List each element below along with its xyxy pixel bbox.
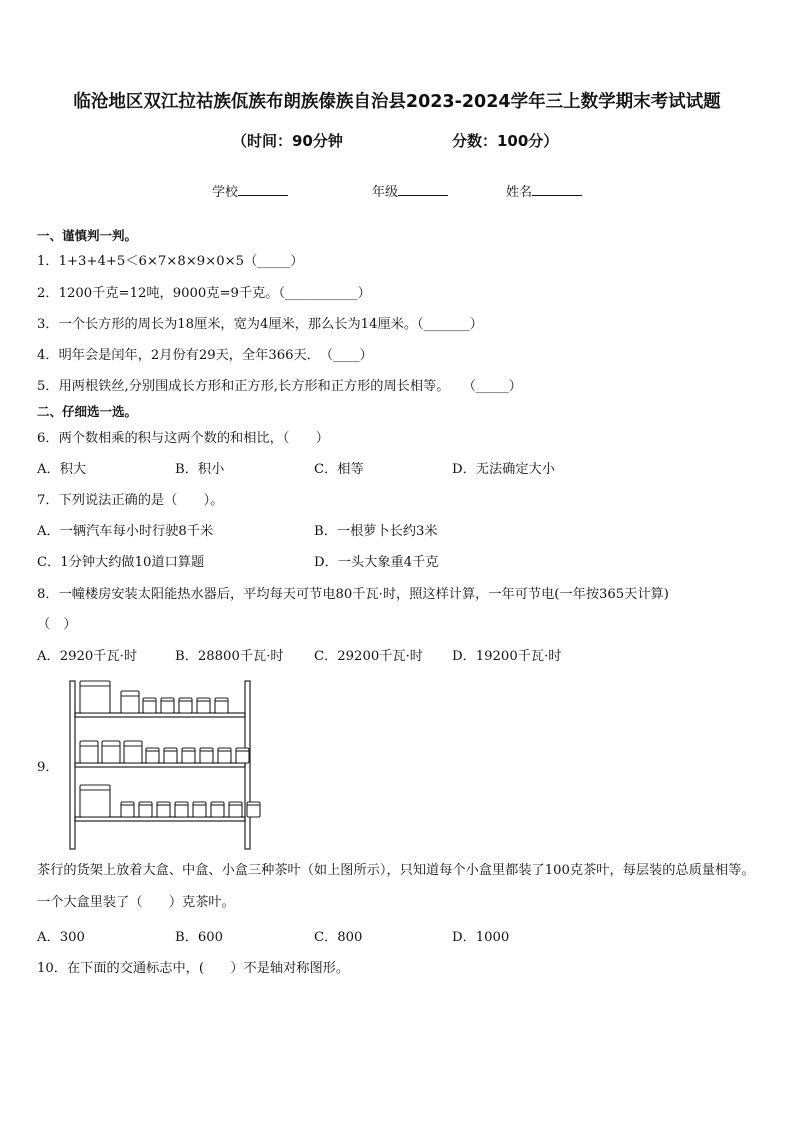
name-field bbox=[506, 181, 582, 200]
q8-option-a[interactable]: A．2920千瓦·时 bbox=[37, 649, 138, 664]
small-tea-box bbox=[218, 748, 231, 763]
q8-option-c[interactable]: C．29200千瓦·时 bbox=[314, 649, 423, 664]
q7-option-a[interactable]: A．一辆汽车每小时行驶8千米 bbox=[37, 524, 214, 539]
question-8: 8．一幢楼房安装太阳能热水器后，平均每天可节电80千瓦·时，照这样计算，一年可节电(一年按365天计算) bbox=[37, 587, 669, 602]
exam-title: 临沧地区双江拉祜族佤族布朗族傣族自治县2023-2024学年三上数学期末考试试题 bbox=[73, 92, 721, 112]
question-2: 2．1200千克=12吨，9000克=9千克。（___________） bbox=[37, 286, 371, 301]
question-6: 6．两个数相乘的积与这两个数的和相比，（ ） bbox=[37, 431, 329, 446]
shelf-left-post bbox=[70, 681, 75, 849]
shelf-right-post bbox=[245, 681, 250, 849]
shelf-board-1 bbox=[75, 713, 245, 717]
small-tea-box bbox=[211, 802, 224, 817]
small-tea-box bbox=[143, 698, 156, 713]
question-3: 3．一个长方形的周长为18厘米，宽为4厘米，那么长为14厘米。（_______） bbox=[37, 317, 483, 332]
q8-option-d[interactable]: D．19200千瓦·时 bbox=[452, 649, 562, 664]
medium-tea-box bbox=[124, 741, 142, 763]
time-label: （时间：90分钟 bbox=[232, 132, 343, 150]
question-7: 7．下列说法正确的是（ ）。 bbox=[37, 493, 224, 508]
small-tea-box bbox=[236, 748, 249, 763]
shelf-board-2 bbox=[75, 763, 245, 767]
q6-option-a[interactable]: A．积大 bbox=[37, 462, 87, 477]
grade-blank[interactable] bbox=[398, 183, 448, 196]
school-blank[interactable] bbox=[238, 183, 288, 196]
q6-option-d[interactable]: D．无法确定大小 bbox=[452, 462, 555, 477]
small-tea-box bbox=[215, 698, 228, 713]
question-4: 4．明年会是闰年，2月份有29天，全年366天． （____） bbox=[37, 348, 373, 363]
name-label: 姓名 bbox=[506, 185, 533, 200]
small-tea-box bbox=[175, 802, 188, 817]
small-tea-box bbox=[197, 698, 210, 713]
small-tea-box bbox=[164, 748, 177, 763]
q6-option-b[interactable]: B．积小 bbox=[175, 462, 225, 477]
section-choice-heading: 二、仔细选一选。 bbox=[37, 404, 138, 419]
small-tea-box bbox=[193, 802, 206, 817]
medium-tea-box bbox=[121, 691, 139, 713]
grade-label: 年级 bbox=[372, 185, 399, 200]
grade-field bbox=[372, 181, 448, 200]
medium-tea-box bbox=[80, 741, 98, 763]
question-9-number: 9． bbox=[37, 760, 59, 775]
q6-option-c[interactable]: C．相等 bbox=[314, 462, 364, 477]
q9-option-b[interactable]: B．600 bbox=[175, 930, 224, 945]
small-tea-box bbox=[139, 802, 152, 817]
shelf-board-3 bbox=[75, 817, 245, 821]
question-8-blank: （ ） bbox=[37, 617, 77, 632]
score-label: 分数：100分） bbox=[452, 132, 559, 150]
question-5: 5．用两根铁丝,分别围成长方形和正方形,长方形和正方形的周长相等。 （_____） bbox=[37, 379, 522, 394]
q9-option-a[interactable]: A．300 bbox=[37, 930, 85, 945]
question-1: 1．1+3+4+5＜6×7×8×9×0×5（_____） bbox=[37, 254, 304, 269]
school-label: 学校 bbox=[212, 185, 239, 200]
small-tea-box bbox=[182, 748, 195, 763]
small-tea-box bbox=[247, 802, 260, 817]
q8-option-b[interactable]: B．28800千瓦·时 bbox=[175, 649, 284, 664]
section-judge-heading: 一、谨慎判一判。 bbox=[37, 228, 138, 243]
q7-option-b[interactable]: B．一根萝卜长约3米 bbox=[314, 524, 438, 539]
small-tea-box bbox=[200, 748, 213, 763]
small-tea-box bbox=[161, 698, 174, 713]
small-tea-box bbox=[229, 802, 242, 817]
tea-shelf-figure bbox=[64, 677, 264, 851]
school-field bbox=[212, 181, 288, 200]
q7-option-d[interactable]: D．一头大象重4千克 bbox=[314, 555, 439, 570]
small-tea-box bbox=[121, 802, 134, 817]
small-tea-box bbox=[179, 698, 192, 713]
small-tea-box bbox=[157, 802, 170, 817]
small-tea-box bbox=[146, 748, 159, 763]
q9-option-d[interactable]: D．1000 bbox=[452, 930, 510, 945]
q9-option-c[interactable]: C．800 bbox=[314, 930, 363, 945]
question-9-text: 茶行的货架上放着大盒、中盒、小盒三种茶叶（如上图所示），只知道每个小盒里都装了100克茶叶，每层装的总质量相等。一个大盒里装了（ ）克茶叶。 bbox=[37, 863, 755, 910]
question-10: 10．在下面的交通标志中，( ）不是轴对称图形。 bbox=[37, 961, 350, 976]
name-blank[interactable] bbox=[532, 183, 582, 196]
q7-option-c[interactable]: C．1分钟大约做10道口算题 bbox=[37, 555, 205, 570]
medium-tea-box bbox=[102, 741, 120, 763]
